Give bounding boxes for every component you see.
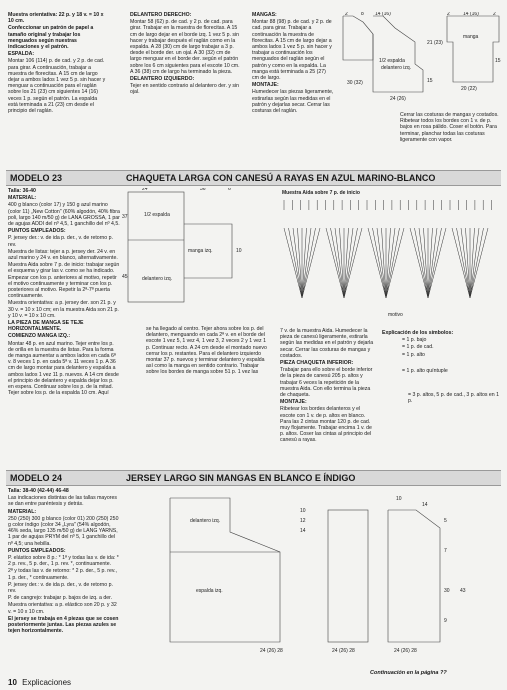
symbol-legend [382,330,502,405]
model-23-header [6,170,501,186]
model-24-diagram [160,492,505,667]
dim-30: 30 (32) [347,80,363,86]
dim-21-top: 21 (23) [427,40,443,46]
m23-c1-p5: Muestra de listas: tejer a p. jersey der. 24 v. en azul marino y 24 v. en blanco, alternativamente. [8,248,118,262]
legend-item-2: = 1 p. alto [402,351,425,358]
model-23-crochet-chart [278,188,503,326]
m23-dim-10: 10 [236,248,242,254]
m23-c3-p2: Trabajar para ello sobre el borde inferior de la pieza de canesú 205 p. altos y trabajar 6 veces la repetición de la muestra Aida. Con ello termina la pieza de chaqueta. [280,367,373,399]
m24-dim-24b: 24 (26) 28 [332,648,355,654]
m24-c1-p10: El jersey se trabaja en 4 piezas que se cosen posteriormente juntas. Las piezas azules se tejen horizontalmente. [8,615,119,635]
chart-fan-stitch [386,228,404,298]
top-c1-p3: Montar 106 (114) p. de cad. y 2 p. de cad. para girar. A continuación, trabajar a muestra de florecitas. A 15 cm de largo dejar a ambos lados 1 vez 5 p. sin hacer y menguar a continuación para el raglán sobre los 21 (23) cm siguientes 14 (16) veces 1 p. según el patrón. La espalda está terminada a 21 (23) cm desde el principio del raglán. [8,58,106,115]
m23-chart-title: Muestra Aida sobre 7 p. de inicio [282,190,360,196]
chart-fan-stitch [302,228,311,298]
dim-2c-top: 2 [493,12,496,17]
m24-c1-p2: MATERIAL: [8,508,37,515]
legend-item-3: = 1 p. alto quíntuple [402,367,448,374]
m24-dim-24a: 24 (26) 28 [260,648,283,654]
m23-dim-6: 6 [228,188,231,192]
chart-fan-stitch [326,228,344,298]
legend-item-4: = 3 p. altos, 5 p. de cad., 3 p. altos en 1 p. [408,392,499,405]
dim-14b-top: 14 (16) [463,12,479,17]
page-footer [8,678,71,687]
m23-chart-svg [278,188,503,326]
label-espalda-top: 1/2 espalda [379,58,405,64]
m23-c1-p0: Talla: 36-40 [8,188,36,194]
top-c1-p2: ESPALDA: [8,51,35,58]
dim-2b-top: 2 [447,12,450,17]
m24-dim-30: 30 [444,588,450,594]
m23-c1-p4: P. jersey der.: v. de ida p. der., v. de retorno p. rev. [8,235,113,248]
model-23-column-3 [280,328,376,445]
chart-fan-stitch [410,228,428,298]
chart-fan-stitch [386,228,395,298]
chart-fan-stitch [470,228,488,298]
chart-fan-stitch [452,228,470,298]
model-23-number: MODELO 23 [10,173,63,183]
top-c4-p0: Cerrar las costuras de mangas y costados. Ribetear todos los bordes con 1 v. de p. bajos en rosa pálido. Coser el botón. Para terminar, planchar todas las costuras ligeramente con vapor. [400,112,499,143]
m24-c1-p6: 2ª y todas las v. de retorno: * 2 p. der., 5 p. rev., 1 p. der., * continuamente. [8,568,117,581]
m24-c1-p8: P. de cangrejo: trabajar p. bajos de izq. a der. [8,595,113,602]
chart-fan-stitch [377,228,386,298]
dim-14-top: 14 (16) [375,12,391,17]
legend-item-0: = 1 p. bajo [402,337,427,344]
top-pattern-diagram [335,12,505,112]
model-24-column-1 [8,488,120,635]
top-column-2 [130,12,240,97]
model-23-title: CHAQUETA LARGA CON CANESÚ A RAYAS EN AZUL MARINO-BLANCO [126,173,436,183]
chart-fan-stitch [284,228,302,298]
dim-2-top: 2 [345,12,348,17]
m24-c1-p1: Las indicaciones distintas de las tallas mayores se dan entre paréntesis y detrás. [8,495,117,508]
top-column-3 [252,12,334,115]
m24-pattern-svg [160,492,505,667]
m24-dim-43: 43 [460,588,466,594]
dim-15b-top: 15 [495,58,501,64]
m24-label-espalda: espalda izq. [196,588,223,594]
m24-dim-10b: 10 [396,496,402,502]
top-c3-p2: MONTAJE: [252,82,279,89]
model-24-number: MODELO 24 [10,473,63,483]
top-c3-p0: MANGAS: [252,12,277,18]
top-column-1 [8,12,106,115]
top-c3-p3: Humedecer las piezas ligeramente, estirarlas según las medidas en el patrón y dejarlas secar. Cerrar las costuras del raglán. [252,89,334,115]
m24-dim-5: 5 [444,518,447,524]
m23-dim-37: 37 [122,214,128,220]
m24-c1-p0: Talla: 38-40 (42-44) 46-48 [8,488,69,494]
top-c2-p2: DELANTERO IZQUIERDO: [130,76,195,83]
m23-label-delantero: delantero izq. [142,276,173,282]
m23-c1-p1: MATERIAL: [8,195,37,202]
m24-dim-14: 14 [300,528,306,534]
page-section-label: Explicaciones [22,678,72,687]
m23-c3-p0: 7 v. de la muestra Aida. Humedecer la pieza de canesú ligeramente, estirarla según las medidas en el patrón y dejarla secar. Cerrar las costuras de mangas y costados. [280,328,374,359]
m24-dim-24c: 24 (26) 28 [394,648,417,654]
top-c2-p0: DELANTERO DERECHO: [130,12,192,18]
m23-dim-36: 36 [200,188,206,192]
m23-label-manga: manga izq. [188,248,213,254]
m23-c1-p2: 400 g blanco (color 17) y 150 g azul marino (color 11) „New Cotton" (60% algodón, 40% fibra poli, largo 140 m/50 g) de LANA GROSSA, 1 par de agujas ADDI del nº 4,5, 1 ganchillo del nº 4,5. [8,202,120,228]
model-23-column-2 [146,326,270,377]
dim-8-top: 8 [361,12,364,17]
chart-fan-stitch [368,228,386,298]
dim-20-top: 20 (22) [461,86,477,92]
m23-c3-p1: PIEZA CHAQUETA INFERIOR: [280,360,354,367]
m24-dim-12: 12 [300,518,306,524]
m23-dim-24: 24 [142,188,148,192]
m24-c1-p7: P. jersey der.: v. de ida p. der., v. de retorno p. rev. [8,581,113,595]
chart-fan-stitch [470,228,479,298]
m23-c2-p0: se ha llegado al centro. Tejer ahora sobre los p. del delantero, menguando en cada 2ª v. en el borde del escote 1 vez 5, 1 vez 4, 1 vez 3, 2 veces 2 y 1 vez 1 p. Continuar recto. A 24 cm desde el montado nuevo cerrar los p. restantes. Para el delantero izquierdo montar 37 p. nuevos y terminar delantero y espalda así como la manga en sentido contrario. Trabajar sobre los bordes de manga sobre 51 p. 1 vez las [146,326,267,376]
m24-c1-p9: Muestra orientativa: a p. elástico son 20 p. y 32 v. = 10 x 10 cm. [8,602,117,615]
top-c3-p1: Montar 88 (98) p. de cad. y 2 p. de cad. para girar. Trabajar a continuación la muestra de florecitas. A 15 cm de largo dejar a ambos lados 1 vez 5 p. sin hacer y trabajar a continuación los menguados del raglán según el patrón y como en la espalda. La manga está terminada a 25 (27) cm de largo. [252,19,332,82]
legend-item-1: = 1 p. de cad. [402,344,434,351]
chart-fan-stitch [335,228,344,298]
chart-fan-stitch [344,228,362,298]
m23-c3-p4: Ribetear los bordes delanteros y el escote con 1 v. de p. altos en blanco. Para las 2 cintas montar 120 p. de cad. muy flojamente. Trabajar encima 1 v. de p. altos. Coser las cintas al principio del canesú a rayas. [280,406,372,444]
label-manga-top: manga [463,34,479,40]
model-23-column-1 [8,188,120,398]
m24-dim-14b: 14 [422,502,428,508]
chart-fan-stitch [344,228,353,298]
m24-c1-p5: P. elástico sobre 8 p.: * 1ª y todas las v. de ida: * 2 p. rev., 5 p. der., 1 p. rev. *, continuamente. [8,555,119,568]
model-23-diagram [122,188,270,323]
m23-c1-p6: Muestra Aida sobre 7 p. de inicio: trabajar según el esquema y girar las v. como se ha indicado. Empezar con los p. anteriores al motivo, repetir el motivo continuamente y terminar con los p. posteriores al motivo. Repetir la 2ª-7ª puerta continuamente. [8,262,120,300]
chart-fan-stitch [428,228,437,298]
dim-15-top: 15 [427,78,433,84]
chart-fan-stitch [428,228,446,298]
m23-c1-p9: COMIENZO MANGA IZQ.: [8,333,71,340]
m24-c1-p4: PUNTOS EMPLEADOS: [8,547,66,554]
continued-note: Continuación en la página ?? [370,670,447,676]
m23-dim-45: 45 [122,274,128,280]
m23-c1-p10: Montar 48 p. en azul marino. Tejer entre los p. de orilla en la muestra de listas. Para la forma de manga aumentar a ambos lados en cada 6ª v. 8 veces 1 p. en cada 5ª v. 11 veces 1 p. A 36 cm de largo montar para delantero y espalda a ambos lados 1 vez 11 p. nuevos. A 14 cm desde el principio de delantero y espalda dejar los p. en espera. Continuar sobre los p. de la mitad. Tejer sobre los p. de la espalda 10 cm. Aquí [8,340,119,397]
model-24-header [6,470,501,486]
model-24-title: JERSEY LARGO SIN MANGAS EN BLANCO E ÍNDIGO [126,473,356,483]
top-c2-p1: Montar 58 (62) p. de cad. y 2 p. de cad. para girar. Trabajar en la muestra de florecitas. A 15 cm de largo dejar en el borde izq. 1 vez 5 p. sin hacer y trabajar después el raglán como en la espalda. A 28 (30) cm de largo trabajar a 3 p. desde el borde der. un ojal. A 30 (32) cm de largo menguar en el borde der. según el patrón sobre los 6 cm siguientes para el escote 10 cm. A 36 (38) cm de largo ha terminado la pieza. [130,19,240,75]
label-delantero-top: delantero izq. [381,65,412,71]
dim-24-top: 24 (26) [390,96,406,102]
chart-fan-stitch [302,228,320,298]
top-c1-p1: Confeccionar un patrón de papel a tamaño original y trabajar los menguados según nuestras indicaciones y el patrón. [8,25,94,51]
m23-c1-p7: Muestra orientativa: a p. jersey der. son 21 p. y 30 v. = 10 x 10 cm; en la muestra Aida son 21 p. y 10 v. = 10 x 10 cm. [8,300,119,319]
chart-fan-stitch [461,228,470,298]
m24-dim-9: 9 [444,618,447,624]
m23-c3-p3: MONTAJE: [280,399,307,406]
m23-label-espalda: 1/2 espalda [144,212,170,218]
m23-motivo-label: motivo [388,312,403,318]
m24-dim-7: 7 [444,548,447,554]
chart-fan-stitch [419,228,428,298]
m24-label-delantero: delantero izq. [190,518,221,524]
m24-c1-p3: 250 (250) 300 g blanco (color 01) 200 (250) 250 g color índigo (color 34 „Lyra" (54% algodón, 46% seda, largo 135 m/50 g) de LANG YARNS, 1 par de agujas PRYM del nº 5, 1 ganchillo del nº 4,5; una hebilla. [8,515,119,547]
m23-c1-p3: PUNTOS EMPLEADOS: [8,228,66,235]
legend-title: Explicación de los símbolos: [382,330,454,336]
m23-pattern-svg [122,188,270,323]
top-column-4 [400,112,500,144]
page-number: 10 [8,678,17,687]
top-c1-p0: Muestra orientativa: 22 p. y 18 v. = 10 x 10 cm. [8,12,104,25]
m24-dim-10: 10 [300,508,306,514]
m23-c1-p8: LA PIEZA DE MANGA SE TEJE HORIZONTALMENTE. [8,320,84,333]
chart-fan-stitch [293,228,302,298]
top-c2-p3: Tejer en sentido contrario al delantero der. y sin ojal. [130,83,239,96]
top-pattern-svg [335,12,505,112]
